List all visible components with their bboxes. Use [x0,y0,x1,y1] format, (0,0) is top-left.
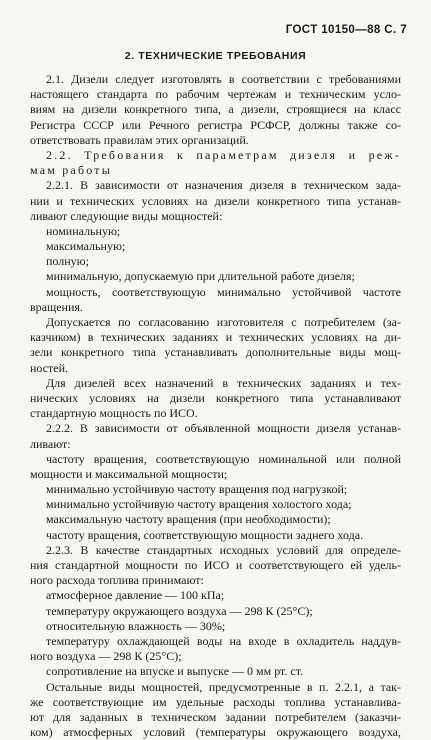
text-line: ного воздуха — 298 К (25°С); [30,649,182,664]
text-line: 2.2. Требования к параметрам дизеля и реж- [46,147,401,162]
text-line: ответствовать правилам этих организаций. [30,132,249,147]
text-line: минимально устойчивую частоту вращения под нагрузкой; [46,482,348,497]
text-line: Регистра СССР или Речного регистра РСФСР, должны также со- [30,117,401,132]
text-line: Допускается по согласованию изготовителя с потребителем (за- [46,315,401,329]
text-line: мощности и максимальной мощности; [30,466,228,481]
text-line: нических условиях на дизели конкретного типа устанавливают [30,390,401,405]
text-line: ливают следующие виды мощностей: [30,208,223,223]
text-line: виям на дизели конкретного типа, а дизели, строящиеся на класс [30,102,401,117]
text-line: ют для заданных в техническом задании потребителем (заказчи- [30,709,401,724]
text-line: 2.2.3. В качестве стандартных исходных условий для определе- [46,542,401,557]
text-line: относительную влажность — 30%; [46,618,226,633]
page-header: ГОСТ 10150—88 С. 7 [285,24,407,36]
text-line: настоящего стандарта по рабочим чертежам и техническим усло- [30,87,401,102]
text-line: вращения. [30,299,83,314]
text-line: ком) атмосферных условий (температуры окружающего воздуха, [30,725,401,740]
text-line: температуру охлаждающей воды на входе в охладитель наддув- [46,633,401,648]
text-line: зели конкретного типа устанавливать дополнительные виды мощ- [30,345,401,360]
text-line: 2.1. Дизели следует изготовлять в соответствии с требованиями [46,72,401,86]
text-line: нии и технических условиях на дизели конкретного типа устанав- [30,193,401,208]
text-line: мам работы [30,163,113,178]
text-line: казчиком) в технических заданиях и технических условиях на ди- [30,330,401,345]
text-line: минимальную, допускаемую при длительной работе дизеля; [46,269,355,284]
text-line: номинальную; [46,223,121,238]
section-title: 2. ТЕХНИЧЕСКИЕ ТРЕБОВАНИЯ [124,50,307,62]
text-line: частоту вращения, соответствующую мощности заднего хода. [46,527,364,542]
text-line: 2.2.2. В зависимости от объявленной мощности дизеля устанав- [46,421,401,436]
text-line: ливают: [30,436,71,451]
text-line: Для дизелей всех назначений в технических заданиях и тех- [46,375,401,390]
document-body [30,72,401,740]
text-line: ного расхода топлива принимают: [30,573,204,588]
text-line: сопротивление на впуске и выпуске — 0 мм рт. ст. [46,664,304,679]
text-line: мощность, соответствующую минимально устойчивой частоте [46,284,401,299]
text-line: Остальные виды мощностей, предусмотренные в п. 2.2.1, а так- [46,679,401,694]
text-line: стандартную мощность по ИСО. [30,406,198,421]
text-line: 2.2.1. В зависимости от назначения дизеля в техническом зада- [46,178,401,193]
text-line: же соответствующие им удельные расходы топлива устанавлива- [30,694,401,709]
text-line: частоту вращения, соответствующую номинальной или полной [46,451,401,466]
text-line: максимальную; [46,239,126,254]
text-line: минимально устойчивую частоту вращения холостого хода; [46,497,352,512]
text-line: полную; [46,254,89,269]
text-line: максимальную частоту вращения (при необходимости); [46,512,331,527]
text-line: температуру окружающего воздуха — 298 К (25°С); [46,603,313,618]
text-line: ностей. [30,360,69,375]
text-line: ния стандартной мощности по ИСО и соответствующего ей удель- [30,558,401,572]
text-line: атмосферное давление — 100 кПа; [46,588,225,603]
